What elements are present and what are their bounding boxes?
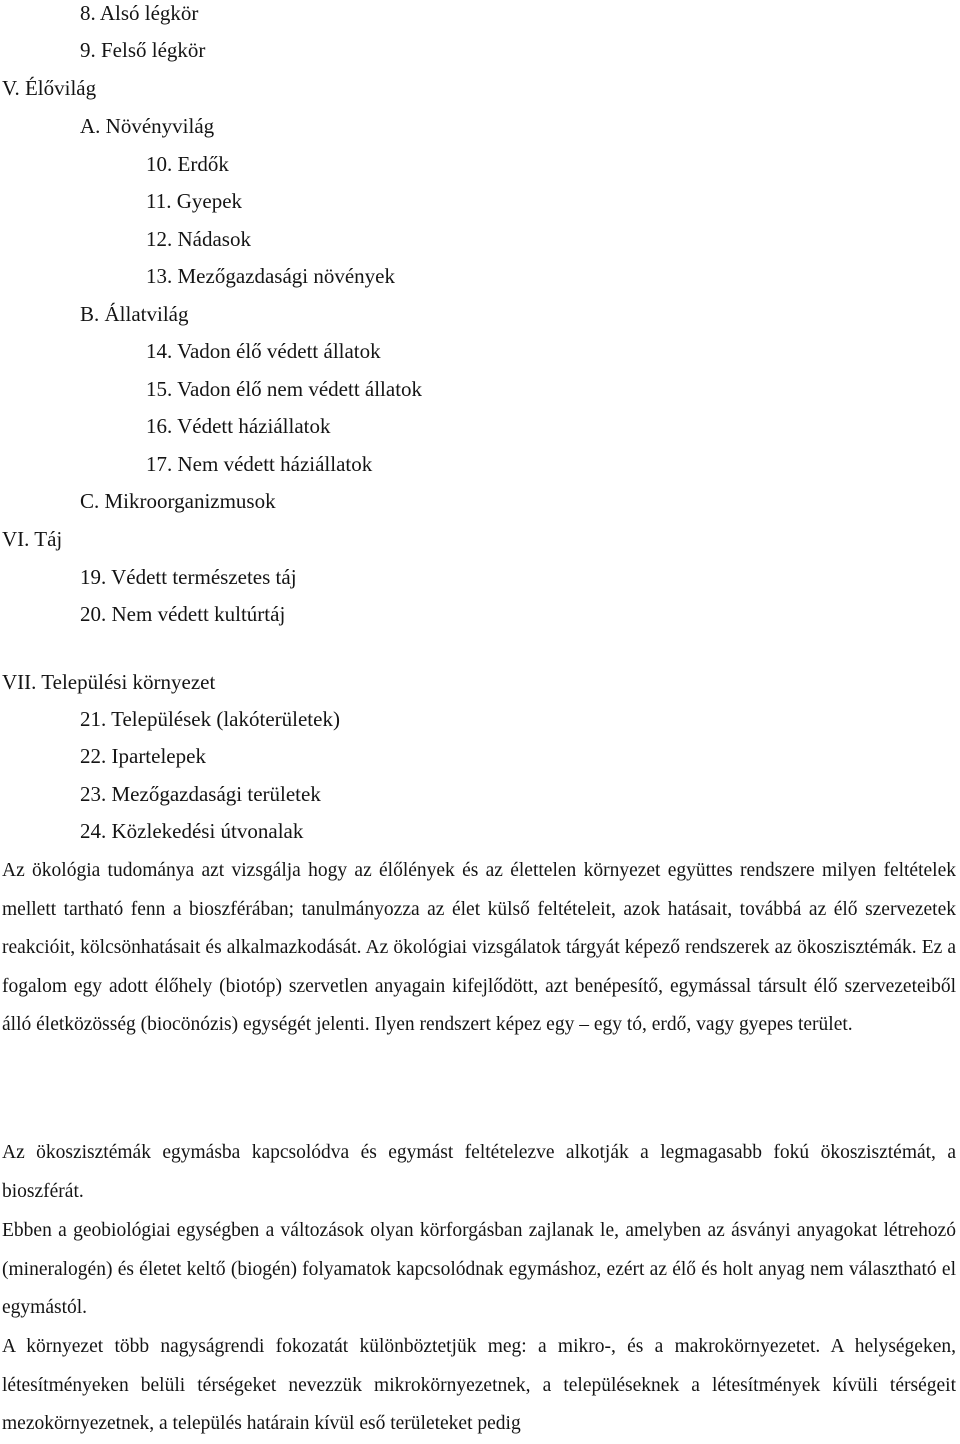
body-paragraph xyxy=(2,1212,956,1328)
outline-item: 19. Védett természetes táj xyxy=(80,565,297,589)
outline-item: VI. Táj xyxy=(2,527,63,551)
body-paragraph xyxy=(2,1328,956,1444)
outline-item: 9. Felső légkör xyxy=(80,38,206,62)
outline-item: 22. Ipartelepek xyxy=(80,744,206,768)
paragraph-text: Az ökológia tudománya azt vizsgálja hogy az élőlények és az élettelen környezet együttes rendszere milyen feltételek mellett tartható fenn a bioszférában; tanulmányozza az élet külső feltételeit, azok hatásait, továbbá az élő szervezetek reakcióit, kölcsönhatásait és alkalmazkodását. Az ökológiai vizsgálatok tárgyát képező rendszerek az ökoszisztémák. Ez a fogalom egy adott élőhely (biotóp) szervetlen anyagain kifejlődött, azt benépesítő, egymással társult élő szervezeteiből álló életközösség (biocönózis) egységét jelenti. Ilyen rendszert képez egy – egy tó, erdő, vagy gyepes terület. xyxy=(2,860,956,1036)
outline-item: 23. Mezőgazdasági területek xyxy=(80,782,321,806)
outline-item: 21. Települések (lakóterületek) xyxy=(80,707,340,731)
outline-item: 15. Vadon élő nem védett állatok xyxy=(146,377,423,401)
outline-item: 10. Erdők xyxy=(146,152,229,176)
outline-item: V. Élővilág xyxy=(2,76,97,100)
outline-item: 11. Gyepek xyxy=(146,189,243,213)
outline-item: A. Növényvilág xyxy=(80,114,215,138)
outline-item: C. Mikroorganizmusok xyxy=(80,489,276,513)
outline-item: 14. Vadon élő védett állatok xyxy=(146,339,381,363)
outline-item: 20. Nem védett kultúrtáj xyxy=(80,602,286,626)
paragraph-text: A környezet több nagyságrendi fokozatát különböztetjük meg: a mikro-, és a makrokörnyezetet. A helységeken, létesítményeken belüli térségeket nevezzük mikrokörnyezetnek, a településeknek a létesítmények kívüli térségeit mezokörnyezetnek, a település határain kívül eső területeket pedig xyxy=(2,1336,956,1435)
outline-item: 17. Nem védett háziállatok xyxy=(146,452,373,476)
paragraph-text: Az ökoszisztémák egymásba kapcsolódva és egymást feltételezve alkotják a legmagasabb fokú ökoszisztémát, a bioszférát. xyxy=(2,1142,956,1202)
outline-item: 8. Alsó légkör xyxy=(80,1,199,25)
outline-item: B. Állatvilág xyxy=(80,302,189,326)
body-paragraph xyxy=(2,1134,956,1211)
outline-item: 24. Közlekedési útvonalak xyxy=(80,819,304,843)
body-paragraph xyxy=(2,852,956,1045)
outline-item: 13. Mezőgazdasági növények xyxy=(146,264,395,288)
outline-item: 16. Védett háziállatok xyxy=(146,414,331,438)
paragraph-text: Ebben a geobiológiai egységben a változások olyan körforgásban zajlanak le, amelyben az ásványi anyagokat létrehozó (mineralogén) és életet keltő (biogén) folyamatok kapcsolódnak egymáshoz, ezért az élő és holt anyag nem választható el egymástól. xyxy=(2,1220,956,1319)
outline-item: 12. Nádasok xyxy=(146,227,251,251)
outline-item: VII. Települési környezet xyxy=(2,670,216,694)
